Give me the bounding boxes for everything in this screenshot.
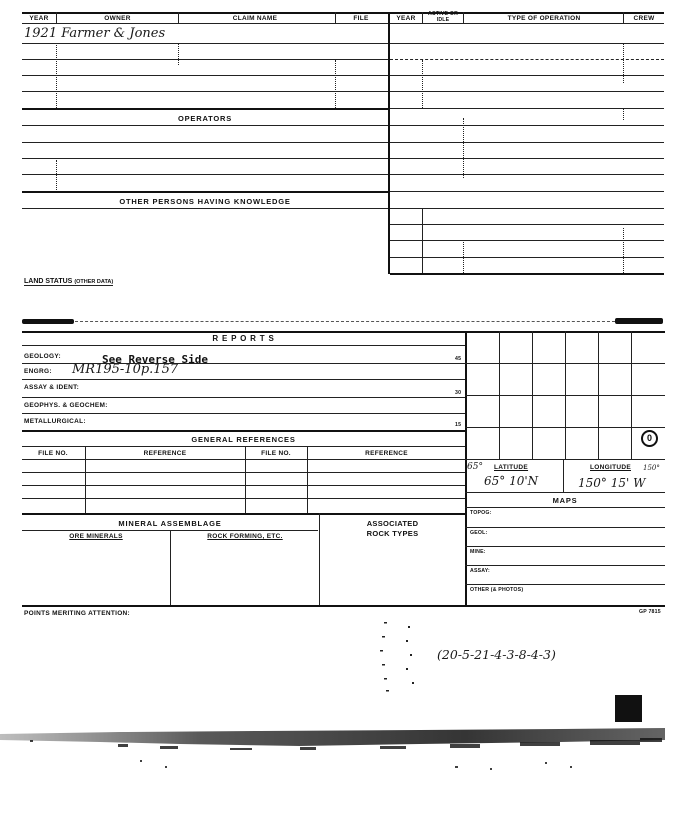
maps-geol: GEOL:	[470, 530, 488, 536]
maps-other: OTHER (& PHOTOS)	[470, 587, 524, 593]
circle-mark	[641, 430, 658, 447]
engrg-value: MR195-10p.157	[72, 362, 179, 377]
form-number: GP 7815	[639, 609, 661, 615]
geophys-geochem-label: GEOPHYS. & GEOCHEM:	[24, 402, 108, 409]
maps-assay: ASSAY:	[470, 568, 490, 574]
ref-header-file-no-1: FILE NO.	[38, 450, 68, 457]
points-meriting-attention-label: POINTS MERITING ATTENTION:	[24, 610, 131, 617]
mineral-assemblage-title: MINERAL ASSEMBLAGE	[118, 519, 222, 528]
header-owner: OWNER	[104, 15, 131, 22]
metallurgical-label: METALLURGICAL:	[24, 418, 86, 425]
land-status-sub: (OTHER DATA)	[74, 279, 114, 285]
geology-label: GEOLOGY:	[24, 353, 61, 360]
header-claim-name: CLAIM NAME	[232, 15, 278, 22]
reports-title: R E P O R T S	[212, 334, 275, 343]
metallurgical-number: 15	[455, 422, 462, 428]
longitude-value: 150° 15' W	[578, 476, 646, 490]
longitude-label: LONGITUDE	[590, 464, 631, 471]
header-active-or-idle: ACTIVE OR IDLE	[427, 11, 459, 23]
longitude-suffix: 150°	[643, 464, 660, 472]
handwritten-code: (20-5-21-4-3-8-4-3)	[437, 647, 556, 662]
maps-topog: TOPOG:	[470, 510, 492, 516]
maps-title: MAPS	[552, 496, 578, 505]
scan-noise-band	[0, 722, 678, 782]
general-references-title: GENERAL REFERENCES	[191, 435, 296, 444]
header-file: FILE	[353, 15, 369, 22]
engrg-label: ENGRG:	[24, 368, 52, 375]
scan-smudge-left	[22, 319, 74, 324]
associated-rock-types-line1: ASSOCIATED	[366, 519, 419, 528]
other-persons-label: OTHER PERSONS HAVING KNOWLEDGE	[119, 197, 291, 206]
associated-rock-types-line2: ROCK TYPES	[366, 529, 419, 538]
ore-minerals-header: ORE MINERALS	[69, 533, 123, 540]
header-year: YEAR	[29, 15, 49, 22]
ref-header-reference-2: REFERENCE	[365, 450, 408, 457]
scan-specks	[360, 620, 440, 700]
assay-number: 30	[455, 390, 462, 396]
latitude-label: LATITUDE	[494, 464, 529, 471]
owner-entry-handwritten: 1921 Farmer & Jones	[24, 26, 166, 41]
ref-header-reference-1: REFERENCE	[143, 450, 187, 457]
black-square-mark	[615, 695, 642, 722]
ref-header-file-no-2: FILE NO.	[261, 450, 291, 457]
operators-label: OPERATORS	[177, 114, 232, 123]
latitude-value: 65° 10'N	[484, 474, 539, 488]
latitude-prefix: 65°	[467, 462, 483, 472]
header-year-2: YEAR	[396, 15, 416, 22]
header-crew: CREW	[633, 15, 655, 22]
land-status-title: LAND STATUS	[24, 278, 73, 285]
geology-value: See Reverse Side	[102, 353, 208, 366]
assay-ident-label: ASSAY & IDENT:	[24, 384, 80, 391]
land-status-label	[24, 278, 113, 286]
scan-smudge-right	[615, 318, 663, 324]
header-type-of-operation: TYPE OF OPERATION	[507, 15, 581, 22]
rock-forming-header: ROCK FORMING, ETC.	[207, 533, 283, 540]
maps-mine: MINE:	[470, 549, 486, 555]
geology-number: 45	[455, 356, 462, 362]
circle-mark-text: 0	[646, 433, 652, 443]
